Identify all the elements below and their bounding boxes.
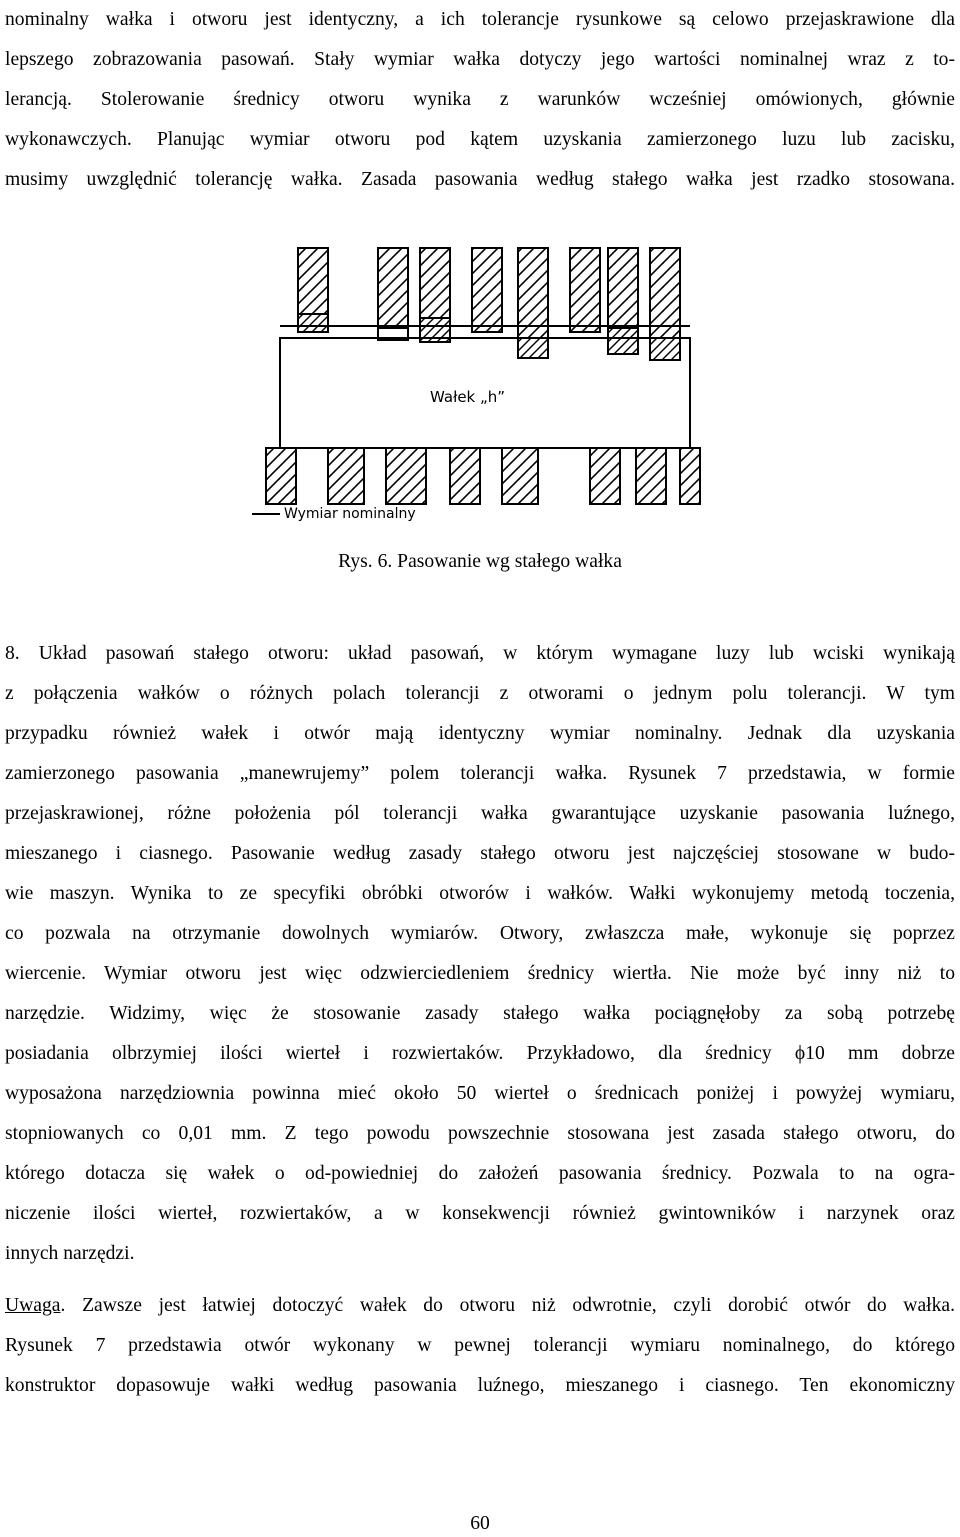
paragraph-3 — [5, 1286, 955, 1406]
text-line: posiadania olbrzymiej ilości wierteł i rozwiertaków. Przykładowo, dla średnicy ϕ10 mm dobrze — [5, 1043, 955, 1064]
text-line: innych narzędzi. — [5, 1243, 135, 1264]
figure-caption: Rys. 6. Pasowanie wg stałego wałka — [338, 551, 622, 572]
note-label: Uwaga — [5, 1295, 61, 1316]
note-first-line: . Zawsze jest łatwiej dotoczyć wałek do otworu niż odwrotnie, czyli dorobić otwór do wałka. — [60, 1295, 955, 1316]
text-line: wykonawczych. Planując wymiar otworu pod kątem uzyskania zamierzonego luzu lub zacisku, — [5, 129, 955, 150]
text-line: Rysunek 7 przedstawia otwór wykonany w pewnej tolerancji wymiaru nominalnego, do którego — [5, 1335, 955, 1356]
text-line: 8. Układ pasowań stałego otworu: układ pasowań, w którym wymagane luzy lub wciski wynikają — [5, 643, 955, 664]
text-line: z połączenia wałków o różnych polach tolerancji z otworami o jednym polu tolerancji. W tym — [5, 683, 955, 704]
text-line: zamierzonego pasowania „manewrujemy” polem tolerancji wałka. Rysunek 7 przedstawia, w formie — [5, 763, 955, 784]
text-line: nominalny wałka i otworu jest identyczny, a ich tolerancje rysunkowe są celowo przejaskrawione dla — [5, 9, 955, 30]
text-line: musimy uwzględnić tolerancję wałka. Zasada pasowania według stałego wałka jest rzadko stosowana. — [5, 169, 955, 190]
nominal-dimension-line — [252, 506, 416, 522]
text-line: lepszego zobrazowania pasowań. Stały wymiar wałka dotyczy jego wartości nominalnej wraz z to- — [5, 49, 955, 70]
text-line: niczenie ilości wierteł, rozwiertaków, a w konsekwencji również gwintowników i narzynek oraz — [5, 1203, 955, 1224]
hole-columns-bottom — [266, 448, 700, 504]
shaft-label: Wałek „h” — [430, 388, 506, 406]
text-line: konstruktor dopasowuje wałki według pasowania luźnego, mieszanego i ciasnego. Ten ekonomiczny — [5, 1375, 955, 1396]
text-line: stopniowanych co 0,01 mm. Z tego powodu powszechnie stosowana jest zasada stałego otworu, do — [5, 1123, 955, 1144]
paragraph-2 — [5, 634, 955, 1274]
text-line: wyposażona narzędziownia powinna mieć około 50 wierteł o średnicach poniżej i powyżej wymiaru, — [5, 1083, 955, 1104]
text-line: lerancją. Stolerowanie średnicy otworu wynika z warunków wcześniej omówionych, głównie — [5, 89, 955, 110]
text-line: mieszanego i ciasnego. Pasowanie według zasady stałego otworu jest najczęściej stosowane w budo- — [5, 843, 955, 864]
shaft-basis-fit-figure — [244, 238, 724, 528]
text-line: przypadku również wałek i otwór mają identyczny wymiar nominalny. Jednak dla uzyskania — [5, 723, 955, 744]
page-number: 60 — [470, 1513, 490, 1534]
text-line — [5, 1286, 955, 1326]
text-line: co pozwala na otrzymanie dowolnych wymiarów. Otwory, zwłaszcza małe, wykonuje się poprzez — [5, 923, 955, 944]
text-line: którego dotacza się wałek o od-powiedniej do założeń pasowania średnicy. Pozwala to na ogra- — [5, 1163, 955, 1184]
text-line: wiercenie. Wymiar otworu jest więc odzwierciedleniem średnicy wiertła. Nie może być inny niż to — [5, 963, 955, 984]
text-line: wie maszyn. Wynika to ze specyfiki obróbki otworów i wałków. Wałki wykonujemy metodą toczenia, — [5, 883, 955, 904]
nominal-label: Wymiar nominalny — [284, 506, 416, 522]
paragraph-1 — [5, 0, 955, 200]
text-line: przejaskrawionej, różne położenia pól tolerancji wałka gwarantujące uzyskanie pasowania luźnego, — [5, 803, 955, 824]
text-line: narzędzie. Widzimy, więc że stosowanie zasady stałego wałka pociągnęłoby za sobą potrzebę — [5, 1003, 955, 1024]
hole-columns-top — [298, 248, 680, 360]
